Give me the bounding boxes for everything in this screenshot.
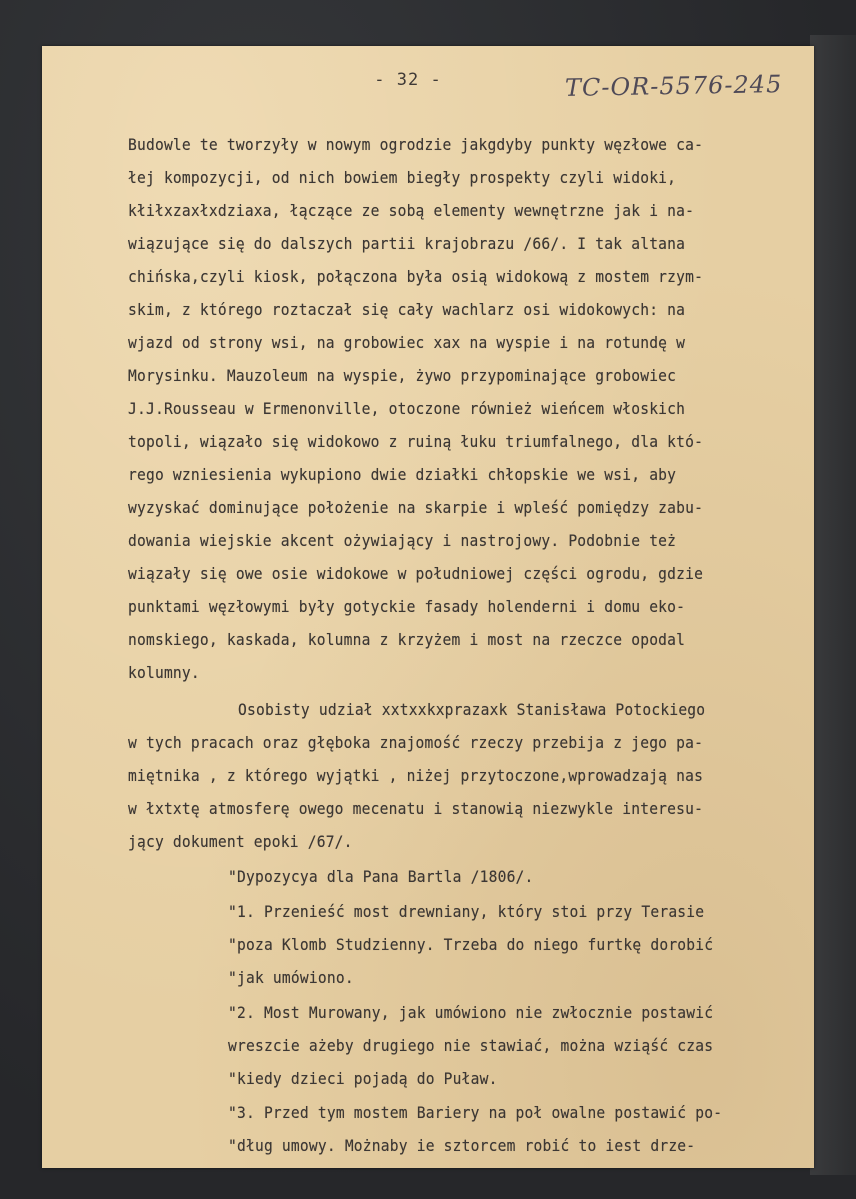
quote-line: "Dypozycya dla Pana Bartla /1806/. — [228, 868, 534, 887]
page-number: - 32 - — [374, 70, 442, 90]
body-line: Osobisty udział xxtxxkxprazaxk Stanisława Potockiego — [238, 701, 706, 720]
body-line: dowania wiejskie akcent ożywiający i nastrojowy. Podobnie też — [128, 532, 677, 551]
quote-line: "1. Przenieść most drewniany, który stoi przy Terasie — [228, 903, 705, 922]
quote-line: "kiedy dzieci pojadą do Puław. — [228, 1070, 498, 1089]
body-line: łej kompozycji, od nich bowiem biegły prospekty czyli widoki, — [128, 169, 677, 188]
body-line: punktami węzłowymi były gotyckie fasady holenderni i domu eko- — [128, 598, 686, 617]
body-line: wjazd od strony wsi, na grobowiec xax na wyspie i na rotundę w — [128, 334, 686, 353]
body-line: w tych pracach oraz głęboka znajomość rzeczy przebija z jego pa- — [128, 734, 704, 753]
body-line: kolumny. — [128, 664, 200, 683]
body-line: wyzyskać dominujące położenie na skarpie i wpleść pomiędzy zabu- — [128, 499, 704, 518]
body-line: chińska,czyli kiosk, połączona była osią widokową z mostem rzym- — [128, 268, 704, 287]
body-line: miętnika , z którego wyjątki , niżej przytoczone,wprowadzają nas — [128, 767, 704, 786]
quote-line: "2. Most Murowany, jak umówiono nie zwłocznie postawić — [228, 1004, 714, 1023]
quote-line: "jak umówiono. — [228, 969, 354, 988]
quote-line: wreszcie ażeby drugiego nie stawiać, można wziąść czas — [228, 1037, 714, 1056]
body-line: Morysinku. Mauzoleum na wyspie, żywo przypominające grobowiec — [128, 367, 677, 386]
body-line: jący dokument epoki /67/. — [128, 833, 353, 852]
body-line: w łxtxtę atmosferę owego mecenatu i stanowią niezwykle interesu- — [128, 800, 704, 819]
body-line: Budowle te tworzyły w nowym ogrodzie jakgdyby punkty węzłowe ca- — [128, 136, 704, 155]
body-text — [42, 46, 814, 1168]
body-line: J.J.Rousseau w Ermenonville, otoczone również wieńcem włoskich — [128, 400, 686, 419]
quote-line: "poza Klomb Studzienny. Trzeba do niego furtkę dorobić — [228, 936, 714, 955]
quote-line: "dług umowy. Możnaby ie sztorcem robić to iest drze- — [228, 1137, 696, 1156]
body-line: wiązały się owe osie widokowe w południowej części ogrodu, gdzie — [128, 565, 704, 584]
archive-signature: TC-OR-5576-245 — [564, 70, 783, 102]
document-page — [42, 46, 814, 1168]
quote-line: "3. Przed tym mostem Bariery na poł owalne postawić po- — [228, 1104, 723, 1123]
body-line: skim, z którego roztaczał się cały wachlarz osi widokowych: na — [128, 301, 686, 320]
body-line: nomskiego, kaskada, kolumna z krzyżem i most na rzeczce opodal — [128, 631, 686, 650]
body-line: topoli, wiązało się widokowo z ruiną łuku triumfalnego, dla któ- — [128, 433, 704, 452]
scan-edge-strip — [810, 35, 856, 1175]
body-line: kłiłxzaxłxdziaxa, łączące ze sobą elementy wewnętrzne jak i na- — [128, 202, 695, 221]
body-line: rego wzniesienia wykupiono dwie działki chłopskie we wsi, aby — [128, 466, 677, 485]
body-line: wiązujące się do dalszych partii krajobrazu /66/. I tak altana — [128, 235, 686, 254]
